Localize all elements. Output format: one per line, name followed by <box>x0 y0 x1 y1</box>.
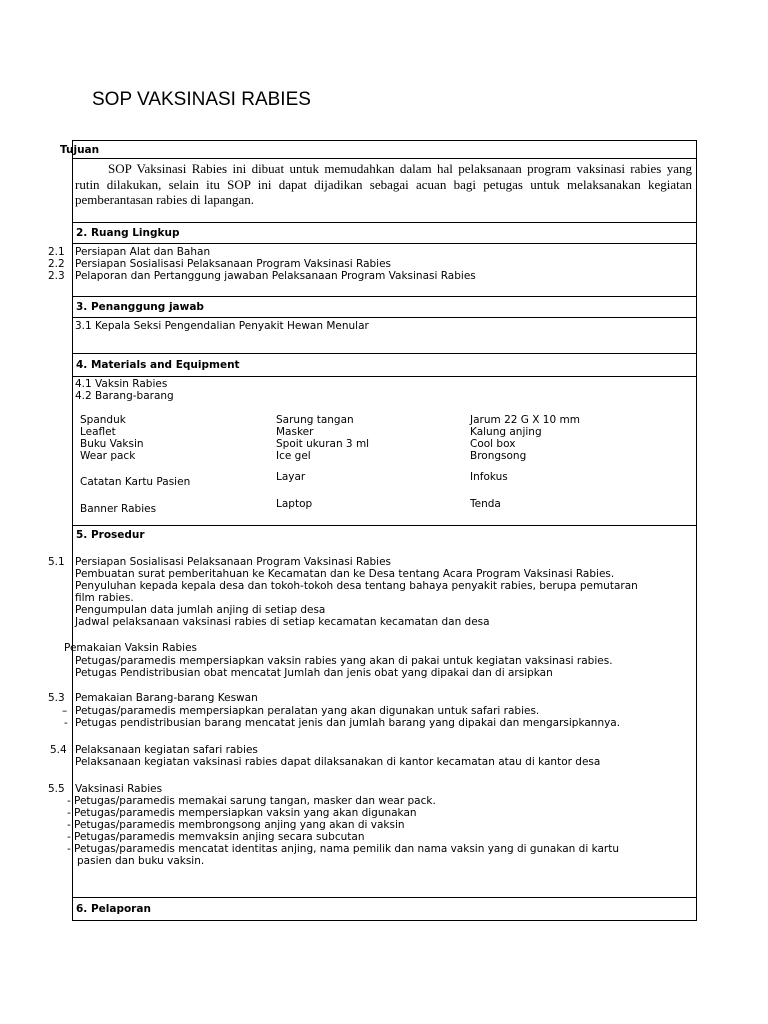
list-item-number: 2.1 <box>48 246 65 258</box>
list-item-number: 2.2 <box>48 258 65 270</box>
tujuan-paragraph: SOP Vaksinasi Rabies ini dibuat untuk memudahkan dalam hal pelaksanaan program vaksinasi rabies yang rutin dilakukan, selain itu SOP ini dapat dijadikan sebagai acuan bagi petugas untuk melaksanakan kegiatan pemberantasan rabies di lapangan. <box>75 161 692 207</box>
page-title: SOP VAKSINASI RABIES <box>92 89 311 110</box>
step-line: Petugas Pendistribusian obat mencatat Jumlah dan jenis obat yang dipakai dan di arsipkan <box>75 667 553 679</box>
step-line: Petugas/paramedis mempersiapkan vaksin rabies yang akan di pakai untuk kegiatan vaksinasi rabies. <box>75 655 613 667</box>
material-item: Infokus <box>470 471 508 483</box>
material-item: Banner Rabies <box>80 503 157 515</box>
row-divider <box>72 897 697 898</box>
step-title: Pemakaian Barang-barang Keswan <box>75 692 258 704</box>
step-line: Petugas/paramedis mempersiapkan vaksin yang akan digunakan <box>74 807 417 819</box>
row-divider <box>72 525 697 526</box>
step-number: 5.4 <box>50 744 67 756</box>
step-line: Penyuluhan kepada kepala desa dan tokoh-tokoh desa tentang bahaya penyakit rabies, berupa pemutaran <box>75 580 638 592</box>
material-item: Brongsong <box>470 450 527 462</box>
step-title: Persiapan Sosialisasi Pelaksanaan Program Vaksinasi Rabies <box>75 556 392 568</box>
row-divider <box>72 920 697 921</box>
step-title: Vaksinasi Rabies <box>75 783 163 795</box>
material-item: Jarum 22 G X 10 mm <box>470 414 580 426</box>
table-right-border <box>696 140 697 921</box>
material-item: Ice gel <box>276 450 311 462</box>
material-item: Catatan Kartu Pasien <box>80 476 191 488</box>
step-line: Petugas/paramedis membrongsong anjing yang akan di vaksin <box>74 819 405 831</box>
list-item: Persiapan Alat dan Bahan <box>75 246 211 258</box>
step-title: Pelaksanaan kegiatan safari rabies <box>75 744 258 756</box>
material-item: Wear pack <box>80 450 136 462</box>
material-item: Kalung anjing <box>470 426 542 438</box>
row-divider <box>72 243 697 244</box>
row-divider <box>72 140 697 141</box>
step-title: Pemakaian Vaksin Rabies <box>64 642 198 654</box>
step-number: 5.3 <box>48 692 65 704</box>
step-line: Petugas/paramedis memakai sarung tangan, masker dan wear pack. <box>74 795 436 807</box>
section-heading-prosedur: 5. Prosedur <box>76 529 145 541</box>
bullet-dash: - <box>67 807 71 819</box>
step-line: Petugas pendistribusian barang mencatat jenis dan jumlah barang yang dipakai dan mengarsipkannya. <box>75 717 621 729</box>
step-line: Pelaksanaan kegiatan vaksinasi rabies dapat dilaksanakan di kantor kecamatan atau di kantor desa <box>75 756 601 768</box>
step-line: Pengumpulan data jumlah anjing di setiap desa <box>75 604 326 616</box>
bullet-dash: - <box>67 795 71 807</box>
bullet-dash: - <box>67 831 71 843</box>
material-item: Tenda <box>470 498 501 510</box>
materials-sub-vaksin: 4.1 Vaksin Rabies <box>75 378 168 390</box>
row-divider <box>72 296 697 297</box>
step-line: film rabies. <box>75 592 134 604</box>
step-number: 5.1 <box>48 556 65 568</box>
section-heading-ruang-lingkup: 2. Ruang Lingkup <box>76 227 180 239</box>
row-divider <box>72 158 697 159</box>
step-line: Jadwal pelaksanaan vaksinasi rabies di setiap kecamatan kecamatan dan desa <box>75 616 490 628</box>
materials-sub-barang: 4.2 Barang-barang <box>75 390 174 402</box>
material-item: Layar <box>276 471 306 483</box>
step-line: Petugas/paramedis mencatat identitas anjing, nama pemilik dan nama vaksin yang di gunakan di kartu <box>74 843 619 855</box>
list-item: 3.1 Kepala Seksi Pengendalian Penyakit Hewan Menular <box>75 320 369 332</box>
material-item: Spanduk <box>80 414 126 426</box>
material-item: Sarung tangan <box>276 414 354 426</box>
section-heading-materials: 4. Materials and Equipment <box>76 359 240 371</box>
row-divider <box>72 353 697 354</box>
list-item-number: 2.3 <box>48 270 65 282</box>
material-item: Masker <box>276 426 314 438</box>
step-number: 5.5 <box>48 783 65 795</box>
bullet-dash: – <box>62 705 68 717</box>
bullet-dash: - <box>67 819 71 831</box>
section-heading-pelaporan: 6. Pelaporan <box>76 903 151 915</box>
section-heading-tujuan: Tujuan <box>60 144 100 156</box>
material-item: Cool box <box>470 438 516 450</box>
step-line: Pembuatan surat pemberitahuan ke Kecamatan dan ke Desa tentang Acara Program Vaksinasi Rabies. <box>75 568 615 580</box>
bullet-dash: - <box>64 717 68 729</box>
table-left-border <box>72 140 73 921</box>
step-line: Petugas/paramedis mempersiapkan peralatan yang akan digunakan untuk safari rabies. <box>75 705 540 717</box>
list-item: Pelaporan dan Pertanggung jawaban Pelaksanaan Program Vaksinasi Rabies <box>75 270 476 282</box>
material-item: Buku Vaksin <box>80 438 144 450</box>
section-heading-penanggung-jawab: 3. Penanggung jawab <box>76 301 204 313</box>
material-item: Leaflet <box>80 426 116 438</box>
row-divider <box>72 376 697 377</box>
list-item: Persiapan Sosialisasi Pelaksanaan Program Vaksinasi Rabies <box>75 258 392 270</box>
row-divider <box>72 222 697 223</box>
step-line: pasien dan buku vaksin. <box>77 855 205 867</box>
step-line: Petugas/paramedis memvaksin anjing secara subcutan <box>74 831 365 843</box>
material-item: Laptop <box>276 498 313 510</box>
bullet-dash: - <box>67 843 71 855</box>
row-divider <box>72 317 697 318</box>
material-item: Spoit ukuran 3 ml <box>276 438 370 450</box>
